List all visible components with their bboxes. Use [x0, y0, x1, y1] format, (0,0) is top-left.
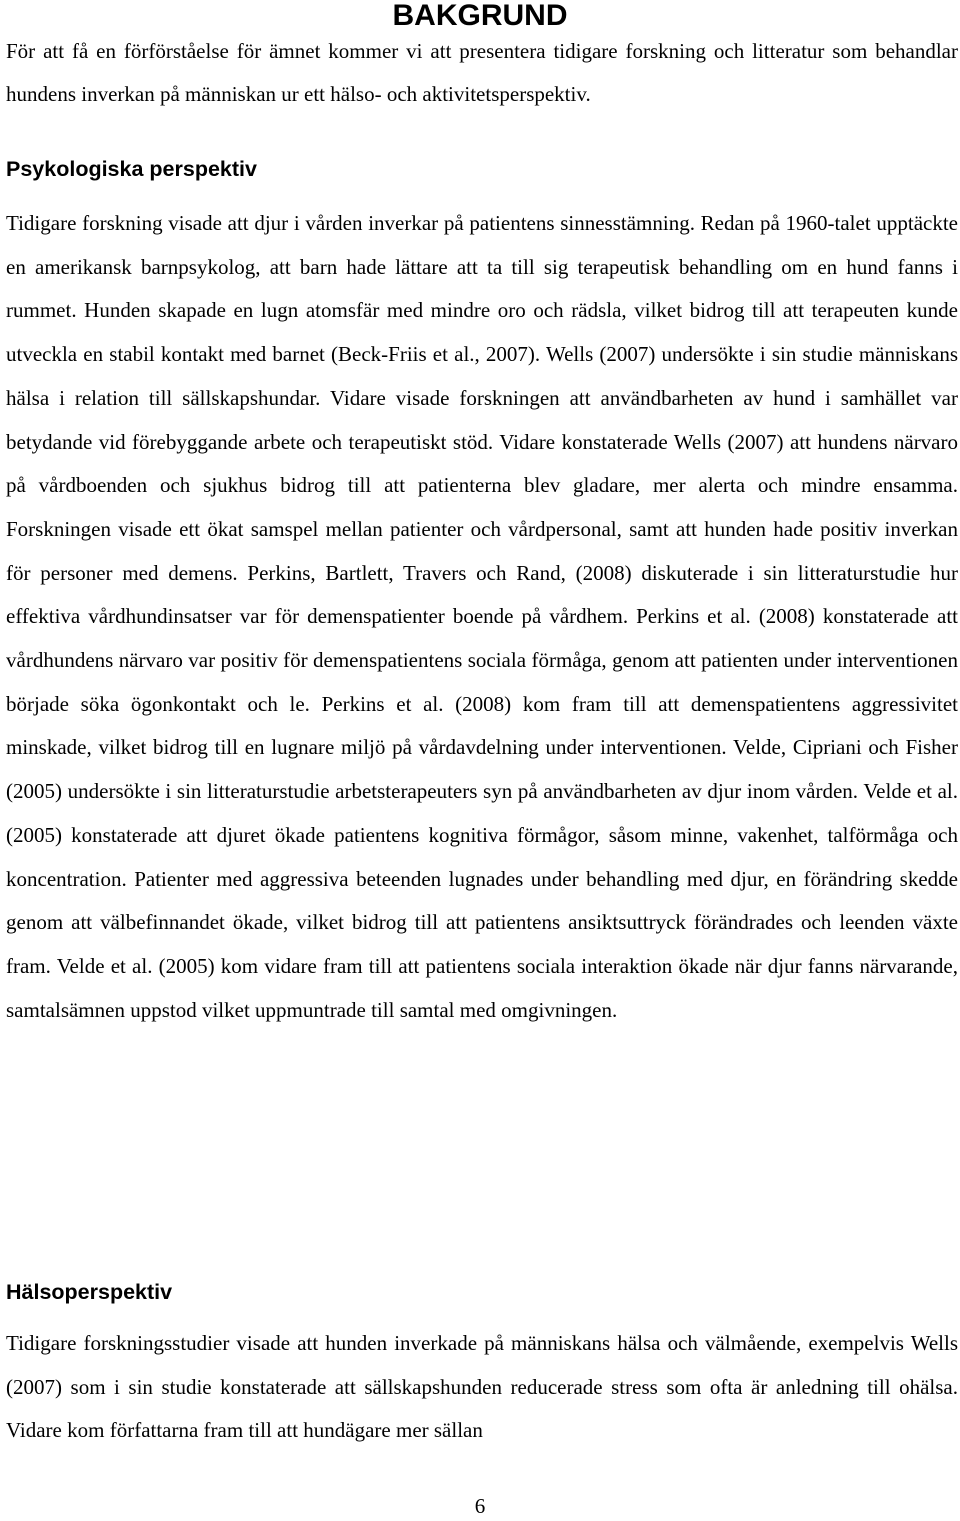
section-body-halsoperspektiv: Tidigare forskningsstudier visade att hunden inverkade på människans hälsa och välmående, exempelvis Wells (2007) som i sin studie konstaterade att sällskapshunden reducerade stress som ofta är anledning till ohälsa. Vidare kom författarna fram till att hundägare mer sällan: [6, 1331, 958, 1443]
section-body-psykologiska: Tidigare forskning visade att djur i vården inverkar på patientens sinnesstämning. Redan på 1960-talet upptäckte en amerikansk barnpsykolog, att barn hade lättare att ta till sig terapeutisk behandling om en hund fanns i rummet. Hunden skapade en lugn atomsfär med mindre oro och rädsla, vilket bidrog till att terapeuten kunde utveckla en stabil kontakt med barnet (Beck-Friis et al., 2007). Wells (2007) undersökte i sin studie människans hälsa i relation till sällskapshundar. Vidare visade forskningen att användbarheten av hund i samhället var betydande vid förebyggande arbete och terapeutiskt stöd. Vidare konstaterade Wells (2007) att hundens närvaro på vårdboenden och sjukhus bidrog till att patienterna blev gladare, mer alerta och mindre ensamma. Forskningen visade ett ökat samspel mellan patienter och vårdpersonal, samt att hunden hade positiv inverkan för personer med demens. Perkins, Bartlett, Travers och Rand, (2008) diskuterade i sin litteraturstudie hur effektiva vårdhundinsatser var för demenspatienter boende på vårdhem. Perkins et al. (2008) konstaterade att vårdhundens närvaro var positiv för demenspatientens sociala förmåga, genom att patienten under interventionen började söka ögonkontakt och le. Perkins et al. (2008) kom fram till att demenspatientens aggressivitet minskade, vilket bidrog till en lugnare miljö på vårdavdelning under interventionen. Velde, Cipriani och Fisher (2005) undersökte i sin litteraturstudie arbetsterapeuters syn på användbarheten av djur inom vården. Velde et al. (2005) konstaterade att djuret ökade patientens kognitiva förmågor, såsom minne, vakenhet, talförmåga och koncentration. Patienter med aggressiva beteenden lugnades under behandling med djur, en förändring skedde genom att välbefinnandet ökade, vilket bidrog till att patientens ansiktsuttryck förändrades och leenden växte fram. Velde et al. (2005) kom vidare fram till att patientens sociala interaktion ökade när djur fanns närvarande, samtalsämnen uppstod vilket uppmuntrade till samtal med omgivningen.: [6, 211, 958, 1022]
section-heading-halsoperspektiv: Hälsoperspektiv: [6, 1280, 173, 1304]
page-title: BAKGRUND: [392, 0, 568, 32]
section-heading-psykologiska: Psykologiska perspektiv: [6, 157, 257, 181]
intro-paragraph: För att få en förförståelse för ämnet kommer vi att presentera tidigare forskning och litteratur som behandlar hundens inverkan på människan ur ett hälso- och aktivitetsperspektiv.: [6, 39, 958, 106]
page-number: 6: [474, 1494, 486, 1518]
